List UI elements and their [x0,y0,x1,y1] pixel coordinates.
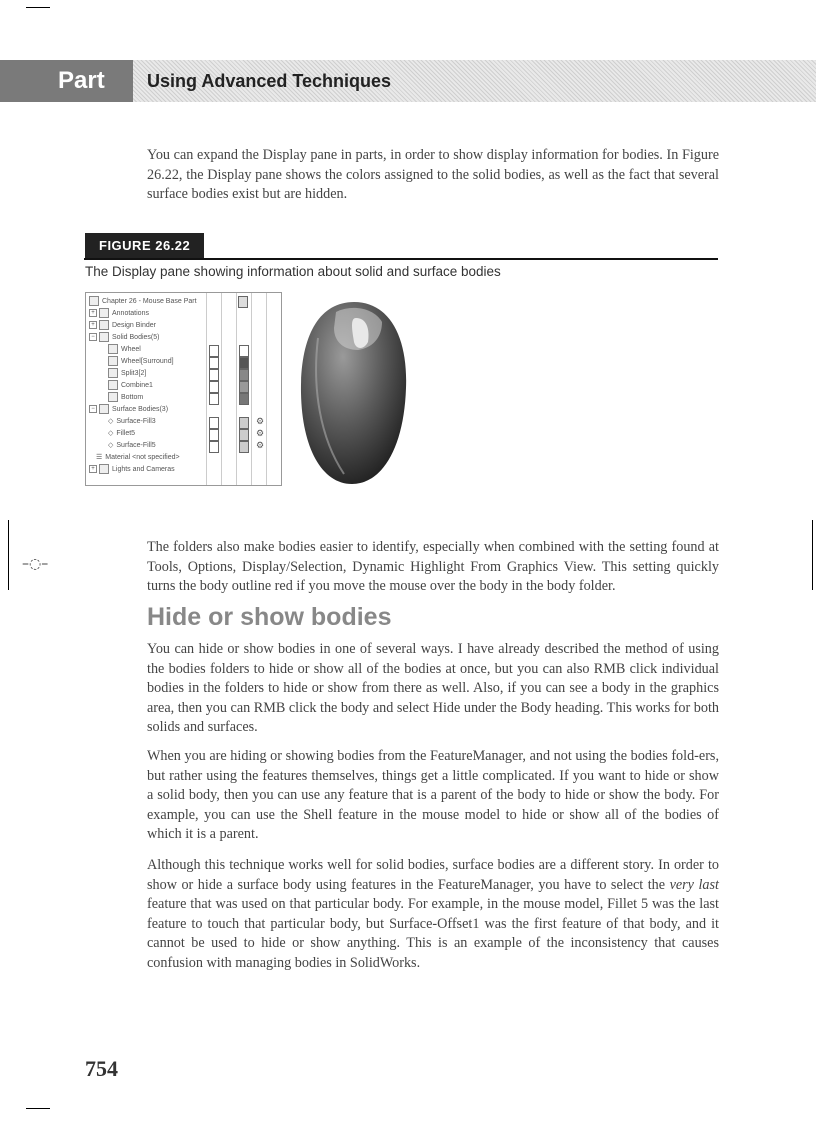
tree-item: − Surface Bodies(3) [89,404,168,415]
display-pane-screenshot [85,292,282,486]
part-icon [89,296,99,306]
folder-icon [99,404,109,414]
tree-item: Bottom [108,392,143,403]
surface-body-icon: ◇ [108,442,114,449]
crop-mark [26,7,50,8]
folder-icon [99,332,109,342]
solid-body-icon [108,356,118,366]
tree-item: Chapter 26 - Mouse Base Part [89,296,197,307]
tree-item: ◇ Fillet5 [108,430,136,437]
tree-item: − Solid Bodies(5) [89,332,159,343]
tree-item: + Design Binder [89,320,156,331]
surface-body-icon: ◇ [108,430,114,437]
material-icon: ☰ [96,454,103,461]
tree-item: ◇ Surface-Fill5 [108,442,156,449]
part-header [0,60,816,136]
tree-item: Split3[2] [108,368,146,379]
solid-body-icon [108,380,118,390]
mouse-model-image [298,298,410,488]
tree-item: Wheel [108,344,141,355]
tree-item: ☰ Material <not specified> [96,454,180,461]
solid-body-icon [108,392,118,402]
annotations-icon [99,308,109,318]
crop-mark [26,1108,50,1109]
last-paragraph: Although this technique works well for solid bodies, surface bodies are a different story. In order to show or hide a surface body using features in the FeatureManager, you have to select the very last feature that was used on that particular body. For example, in the mouse model, Fillet 5 was the last feature to touch that particular body, but Surface-Offset1 was the first feature of that body, and it cannot be used to hide or show anything. This is an example of the inconsistency that causes confusion with managing bodies in SolidWorks. [147,857,719,971]
crop-mark [8,520,9,590]
part-label: Part VI [0,60,133,102]
figure-rule [84,258,718,260]
page-number: 754 [85,1056,118,1081]
intro-paragraph: You can expand the Display pane in parts, in order to show display information for bodies. In Figure 26.22, the Display pane shows the colors assigned to the solid bodies, as well as the fact that several surface bodies exist but are hidden. [147,147,719,202]
tree-item: Combine1 [108,380,153,391]
section-paragraph: When you are hiding or showing bodies from the FeatureManager, and not using the bodies fold-ers, but rather using the features themselves, things get a little complicated. If you want to hide or show a solid body, then you can use any feature that is a parent of the body to hide or show the body. For example, you can use the Shell feature in the mouse model to hide or show all of the bodies of which it is a parent. [147,748,719,842]
solid-body-icon [108,368,118,378]
section-paragraph: You can hide or show bodies in one of several ways. I have already described the method of using the bodies folders to hide or show all of the bodies at once, but you can also RMB click individual bodies in the folders to hide or show from there as well. Also, if you can see a body in the graphics area, then you can RMB click the body and select Hide under the Body heading. This works for both solids and surfaces. [147,641,719,735]
design-binder-icon [99,320,109,330]
figure-caption: The Display pane showing information about solid and surface bodies [85,264,501,279]
solid-body-icon [108,344,118,354]
tree-item: Wheel[Surround] [108,356,174,367]
tree-item: ◇ Surface-Fill3 [108,418,156,425]
figure-label: FIGURE 26.22 [85,233,204,258]
surface-body-icon: ◇ [108,418,114,425]
part-title: Using Advanced Techniques [147,71,392,91]
hidden-state-icon: ⚙ [256,440,265,450]
lights-icon [99,464,109,474]
tree-item: + Lights and Cameras [89,464,175,475]
hidden-state-icon: ⚙ [256,428,265,438]
section-heading: Hide or show bodies [147,603,392,631]
registration-mark-icon: –◌– [22,556,49,572]
tree-item: + Annotations [89,308,149,319]
folders-paragraph: The folders also make bodies easier to identify, especially when combined with the setting found at Tools, Options, Display/Selection, Dynamic Highlight From Graphics View. This setting quickly turns the body outline red if you move the mouse over the body in the body folder. [147,539,719,594]
crop-mark [812,520,813,590]
hidden-state-icon: ⚙ [256,416,265,426]
